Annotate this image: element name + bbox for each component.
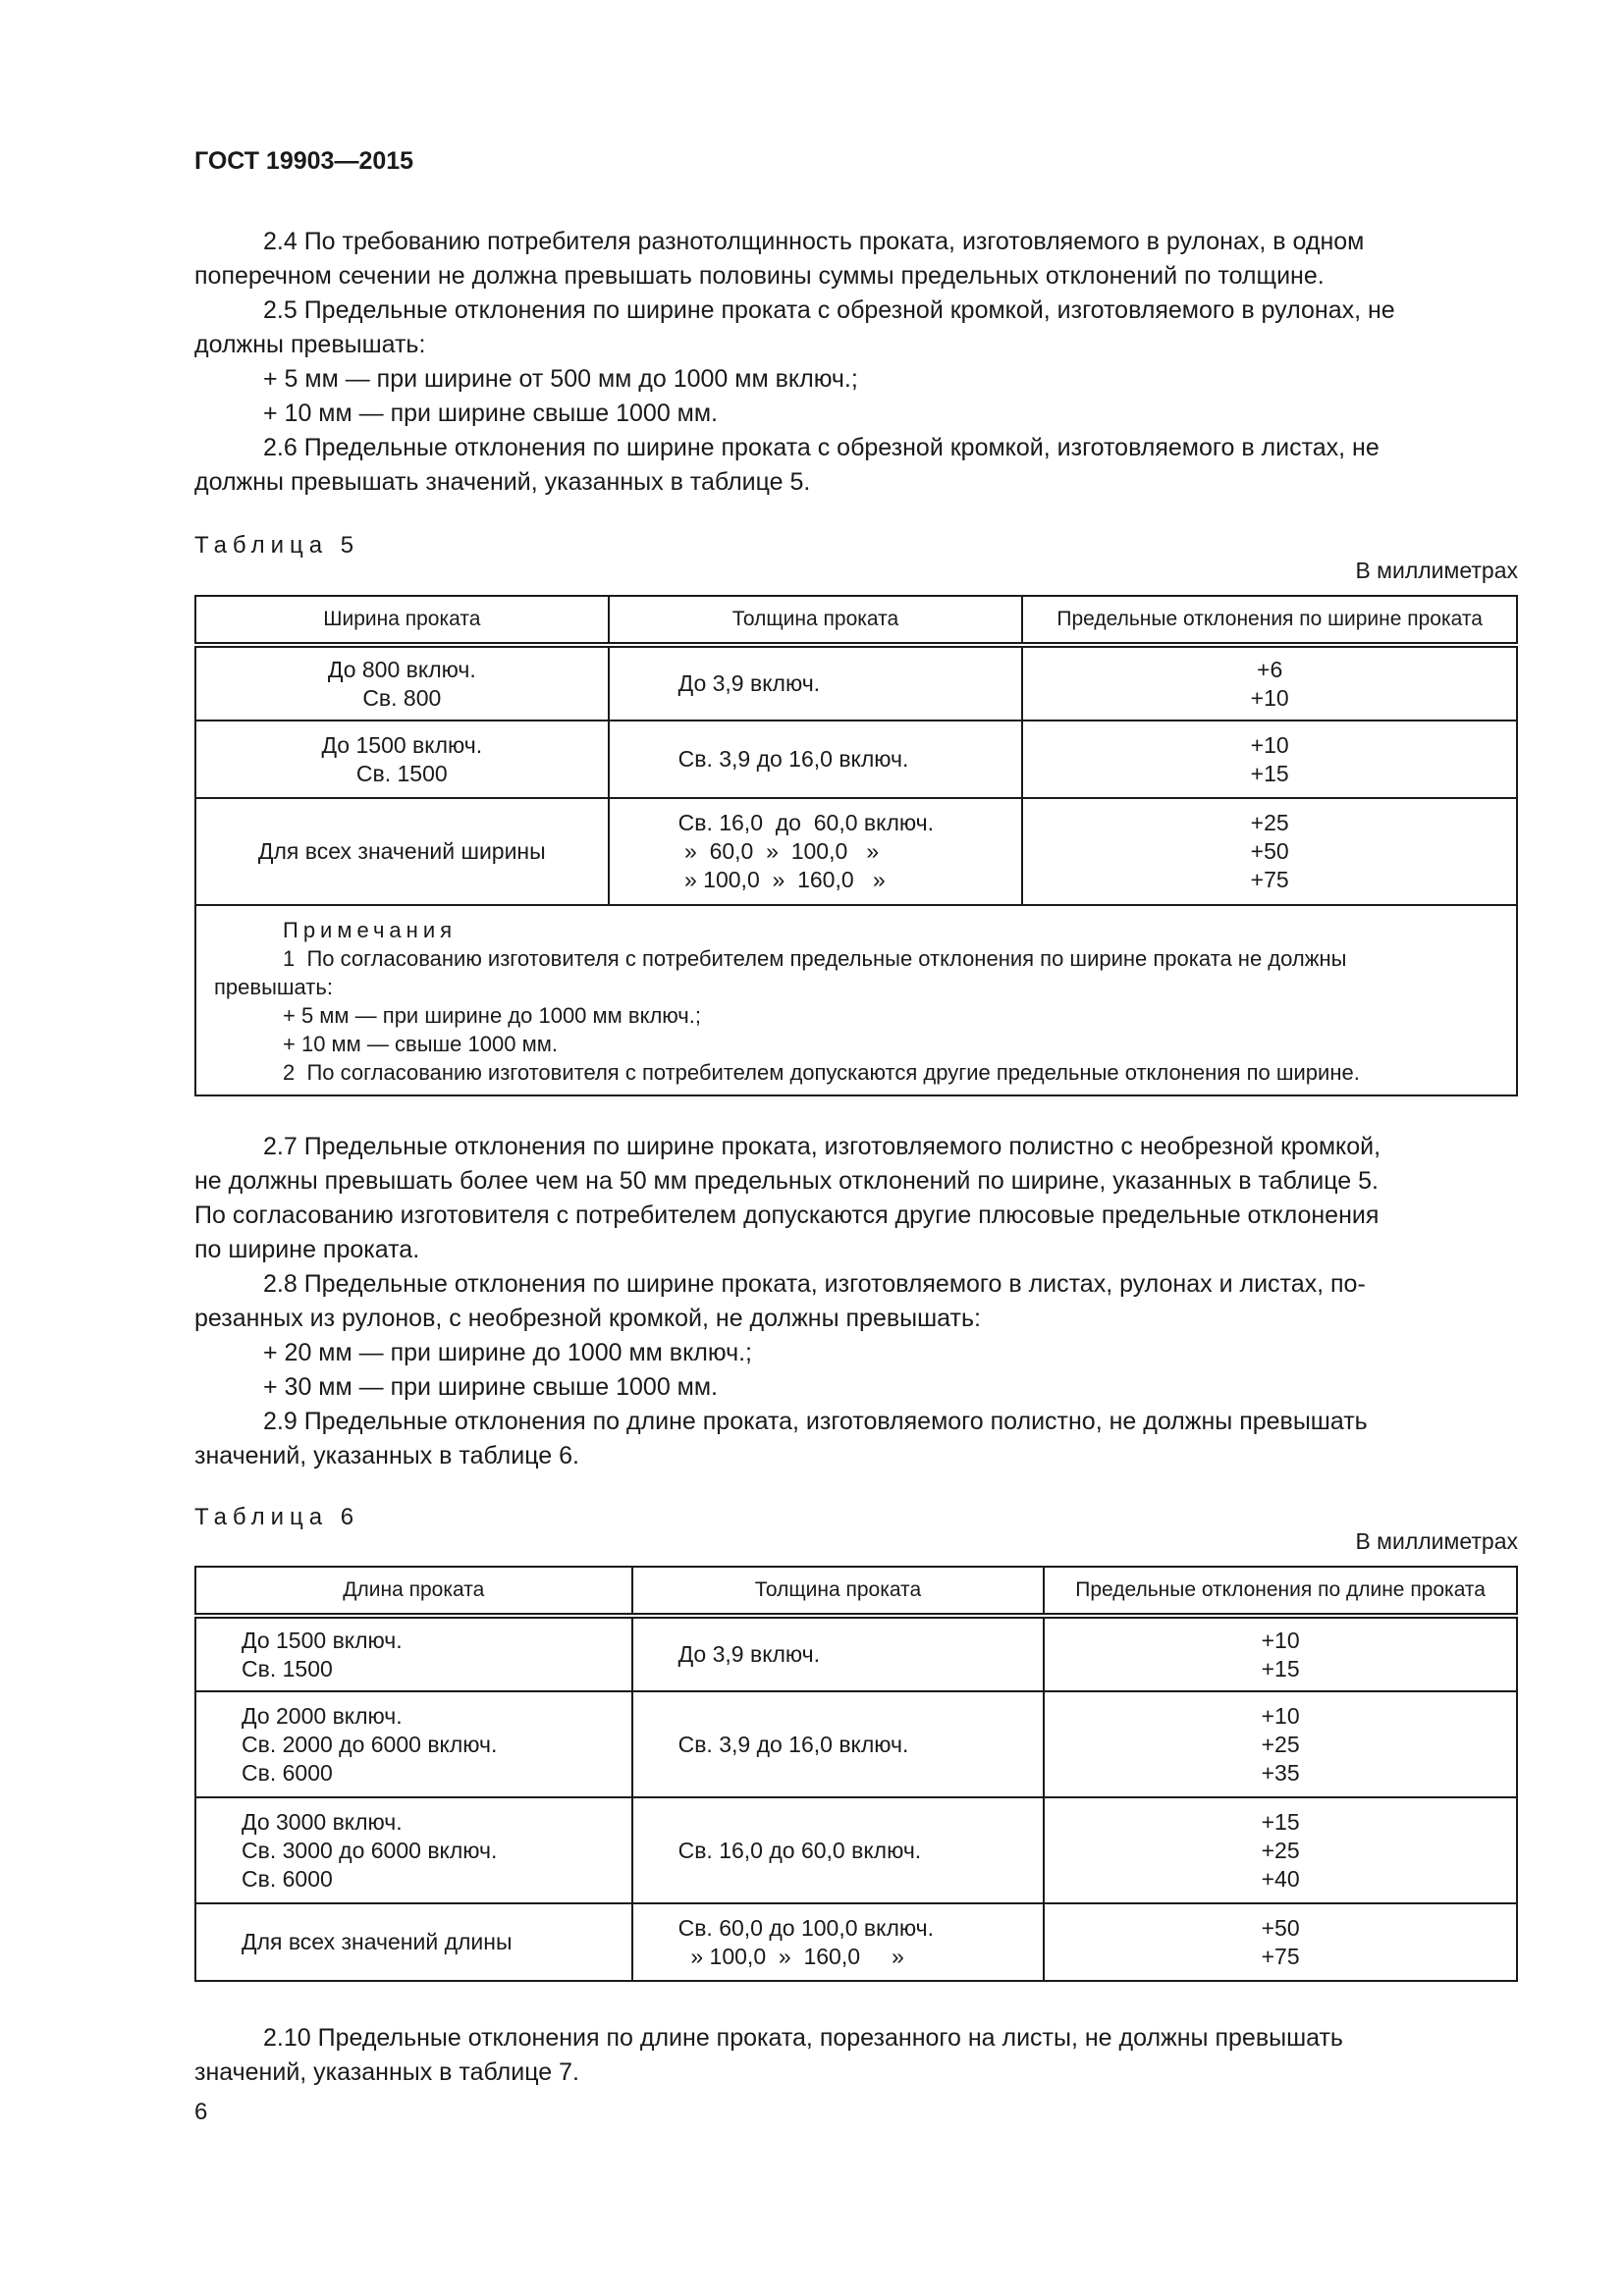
table-cell: Св. 3,9 до 16,0 включ. bbox=[632, 1691, 1045, 1797]
table-cell: +10 +15 bbox=[1044, 1616, 1517, 1691]
note-line: превышать: bbox=[214, 975, 333, 999]
paragraph-line: не должны превышать более чем на 50 мм предельных отклонений по ширине, указанных в таблице 5. bbox=[194, 1167, 1380, 1195]
paragraph-2-7 bbox=[194, 1130, 1518, 1267]
table-6-caption: Таблица 6 bbox=[194, 1504, 360, 1530]
table-row bbox=[195, 721, 1517, 798]
table-header-row bbox=[195, 596, 1517, 645]
note-line: 2 По согласованию изготовителя с потребителем допускаются другие предельные отклонения по ширине. bbox=[283, 1060, 1360, 1085]
column-header: Толщина проката bbox=[609, 596, 1023, 645]
table-5-units: В миллиметрах bbox=[1355, 558, 1518, 583]
table-row bbox=[195, 1797, 1517, 1903]
list-item: + 30 мм — при ширине свыше 1000 мм. bbox=[263, 1373, 719, 1401]
paragraph-line: поперечном сечении не должна превышать половины суммы предельных отклонений по толщине. bbox=[194, 262, 1325, 290]
column-header: Ширина проката bbox=[195, 596, 609, 645]
paragraph-line: 2.9 Предельные отклонения по длине проката, изготовляемого полистно, не должны превышать bbox=[263, 1408, 1368, 1435]
notes-title: Примечания bbox=[283, 918, 458, 942]
paragraph-line: значений, указанных в таблице 7. bbox=[194, 2058, 579, 2086]
document-id-header: ГОСТ 19903—2015 bbox=[194, 147, 414, 175]
column-header: Предельные отклонения по ширине проката bbox=[1022, 596, 1517, 645]
column-header: Длина проката bbox=[195, 1567, 632, 1616]
paragraph-line: 2.5 Предельные отклонения по ширине проката с обрезной кромкой, изготовляемого в рулонах, не bbox=[263, 296, 1395, 324]
table-cell: До 3,9 включ. bbox=[609, 645, 1023, 721]
table-cell: +10 +15 bbox=[1022, 721, 1517, 798]
note-line: 1 По согласованию изготовителя с потребителем предельные отклонения по ширине проката не должны bbox=[283, 946, 1347, 971]
table-cell: +10 +25 +35 bbox=[1044, 1691, 1517, 1797]
paragraph-line: 2.10 Предельные отклонения по длине проката, порезанного на листы, не должны превышать bbox=[263, 2024, 1343, 2052]
paragraph-line: значений, указанных в таблице 6. bbox=[194, 1442, 579, 1469]
table-6-units: В миллиметрах bbox=[1355, 1528, 1518, 1554]
table-cell: Св. 3,9 до 16,0 включ. bbox=[609, 721, 1023, 798]
table-cell: Для всех значений ширины bbox=[195, 798, 609, 905]
table-notes-row bbox=[195, 905, 1517, 1095]
paragraph-2-10 bbox=[194, 2021, 1518, 2090]
paragraph-2-5 bbox=[194, 294, 1518, 431]
table-cell: Св. 60,0 до 100,0 включ. » 100,0 » 160,0 » bbox=[632, 1903, 1045, 1981]
table-5-caption: Таблица 5 bbox=[194, 532, 360, 559]
paragraph-2-4 bbox=[194, 225, 1518, 294]
table-row bbox=[195, 1903, 1517, 1981]
paragraph-2-6 bbox=[194, 431, 1518, 500]
table-cell: +15 +25 +40 bbox=[1044, 1797, 1517, 1903]
table-cell: До 1500 включ. Св. 1500 bbox=[195, 1616, 632, 1691]
table-row bbox=[195, 645, 1517, 721]
column-header: Предельные отклонения по длине проката bbox=[1044, 1567, 1517, 1616]
paragraph-line: 2.7 Предельные отклонения по ширине проката, изготовляемого полистно с необрезной кромкой, bbox=[263, 1133, 1381, 1160]
table-notes bbox=[195, 905, 1517, 1095]
table-6 bbox=[194, 1566, 1518, 1982]
paragraph-line: резанных из рулонов, с необрезной кромкой, не должны превышать: bbox=[194, 1305, 981, 1332]
paragraph-line: 2.4 По требованию потребителя разнотолщинность проката, изготовляемого в рулонах, в одном bbox=[263, 228, 1365, 255]
table-row bbox=[195, 1616, 1517, 1691]
paragraph-line: 2.8 Предельные отклонения по ширине проката, изготовляемого в листах, рулонах и листах, по- bbox=[263, 1270, 1366, 1298]
table-cell: До 800 включ. Св. 800 bbox=[195, 645, 609, 721]
table-cell: +25 +50 +75 bbox=[1022, 798, 1517, 905]
table-cell: Св. 16,0 до 60,0 включ. bbox=[632, 1797, 1045, 1903]
paragraph-line: по ширине проката. bbox=[194, 1236, 420, 1263]
paragraph-2-9 bbox=[194, 1405, 1518, 1473]
table-cell: До 3,9 включ. bbox=[632, 1616, 1045, 1691]
page-number: 6 bbox=[194, 2099, 208, 2125]
table-cell: До 1500 включ. Св. 1500 bbox=[195, 721, 609, 798]
column-header: Толщина проката bbox=[632, 1567, 1045, 1616]
list-item: + 20 мм — при ширине до 1000 мм включ.; bbox=[263, 1339, 752, 1366]
table-5 bbox=[194, 595, 1518, 1096]
note-line: + 10 мм — свыше 1000 мм. bbox=[283, 1032, 558, 1056]
paragraph-line: 2.6 Предельные отклонения по ширине проката с обрезной кромкой, изготовляемого в листах, не bbox=[263, 434, 1380, 461]
table-row bbox=[195, 1691, 1517, 1797]
table-cell: До 3000 включ. Св. 3000 до 6000 включ. Св. 6000 bbox=[195, 1797, 632, 1903]
table-cell: Св. 16,0 до 60,0 включ. » 60,0 » 100,0 » » 100,0 » 160,0 » bbox=[609, 798, 1023, 905]
table-cell: +6 +10 bbox=[1022, 645, 1517, 721]
table-row bbox=[195, 798, 1517, 905]
table-header-row bbox=[195, 1567, 1517, 1616]
list-item: + 10 мм — при ширине свыше 1000 мм. bbox=[263, 400, 719, 427]
paragraph-line: По согласованию изготовителя с потребителем допускаются другие плюсовые предельные отклонения bbox=[194, 1201, 1380, 1229]
paragraph-line: должны превышать: bbox=[194, 331, 426, 358]
paragraph-line: должны превышать значений, указанных в таблице 5. bbox=[194, 468, 811, 496]
paragraph-2-8 bbox=[194, 1267, 1518, 1405]
note-line: + 5 мм — при ширине до 1000 мм включ.; bbox=[283, 1003, 701, 1028]
list-item: + 5 мм — при ширине от 500 мм до 1000 мм включ.; bbox=[263, 365, 858, 393]
table-cell: До 2000 включ. Св. 2000 до 6000 включ. Св. 6000 bbox=[195, 1691, 632, 1797]
table-cell: +50 +75 bbox=[1044, 1903, 1517, 1981]
table-cell: Для всех значений длины bbox=[195, 1903, 632, 1981]
